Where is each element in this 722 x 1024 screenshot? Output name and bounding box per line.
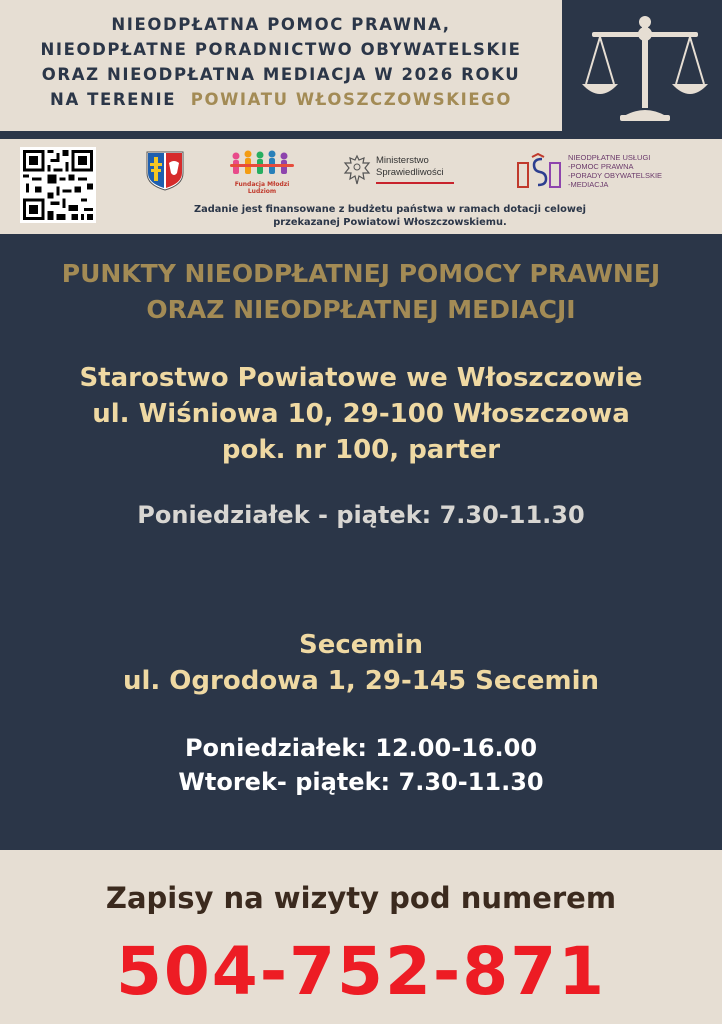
ministry-name-line-2: Sprawiedliwości xyxy=(376,167,444,178)
location-2-address xyxy=(0,627,722,699)
signup-text: Zapisy na wizyty pod numerem xyxy=(105,881,617,915)
location-1-address xyxy=(0,360,722,468)
header xyxy=(0,0,722,131)
ministry-red-bar xyxy=(376,182,454,184)
logo-strip xyxy=(0,139,722,234)
funding-notice xyxy=(150,203,630,229)
location-2-street: ul. Ogrodowa 1, 29-145 Secemin xyxy=(122,666,600,696)
ministry-name xyxy=(376,155,444,179)
ministry-name-line-1: Ministerstwo xyxy=(376,155,429,166)
nu-line-2: -POMOC PRAWNA xyxy=(568,162,634,171)
nu-line-1: NIEODPŁATNE USŁUGI xyxy=(568,153,651,162)
header-title-line-1: NIEODPŁATNA POMOC PRAWNA, xyxy=(111,15,451,34)
polish-eagle-emblem-icon xyxy=(342,153,372,187)
main-title-line-1: PUNKTY NIEODPŁATNEJ POMOCY PRAWNEJ xyxy=(61,259,661,288)
header-title-prefix: NA TERENIE xyxy=(50,90,177,109)
main-panel xyxy=(0,234,722,850)
header-title-line-4 xyxy=(0,87,562,112)
header-title-line-2: NIEODPŁATNE PORADNICTWO OBYWATELSKIE xyxy=(40,40,522,59)
funding-notice-line-2: przekazanej Powiatowi Włoszczowskiemu. xyxy=(273,217,507,228)
location-1-street: ul. Wiśniowa 10, 29-100 Włoszczowa xyxy=(92,399,630,429)
location-1-hours: Poniedziałek - piątek: 7.30-11.30 xyxy=(137,501,585,529)
location-2-name: Secemin xyxy=(299,630,423,660)
fundacja-logo-text: Fundacja Młodzi Ludziom xyxy=(234,181,290,195)
header-title-box xyxy=(0,0,562,131)
header-title-line-3: ORAZ NIEODPŁATNA MEDIACJA W 2026 ROKU xyxy=(41,65,521,84)
location-2-hours-tue-fri: Wtorek- piątek: 7.30-11.30 xyxy=(178,768,544,796)
district-coat-of-arms-icon xyxy=(146,151,184,191)
main-title xyxy=(0,256,722,328)
header-title-accent: POWIATU WŁOSZCZOWSKIEGO xyxy=(190,90,512,109)
scales-of-justice-icon xyxy=(582,12,708,128)
funding-notice-line-1: Zadanie jest finansowane z budżetu państwa w ramach dotacji celowej xyxy=(194,204,586,215)
footer xyxy=(0,850,722,1024)
header-title xyxy=(0,12,562,112)
location-2-hours-monday: Poniedziałek: 12.00-16.00 xyxy=(184,734,538,762)
nu-line-3: -PORADY OBYWATELSKIE xyxy=(568,171,663,180)
main-title-line-2: ORAZ NIEODPŁATNEJ MEDIACJI xyxy=(146,295,576,324)
location-1-room: pok. nr 100, parter xyxy=(221,435,501,465)
location-1-name: Starostwo Powiatowe we Włoszczowie xyxy=(79,363,643,393)
nu-line-4: -MEDIACJA xyxy=(568,180,609,189)
phone-number[interactable]: 504-752-871 xyxy=(115,933,607,1010)
nieodplatne-uslugi-logo xyxy=(516,153,562,191)
qr-code xyxy=(20,147,96,223)
nieodplatne-uslugi-text xyxy=(568,153,662,189)
location-2-hours xyxy=(0,731,722,799)
